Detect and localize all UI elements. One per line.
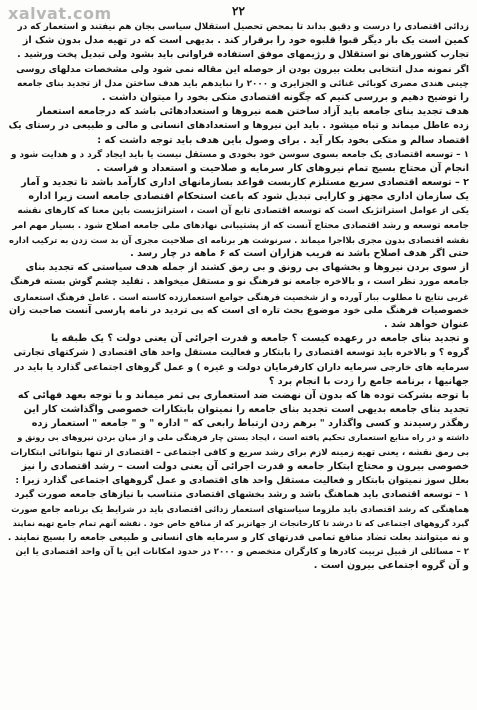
text-line: اقتصاد سالم و متکی بخود بکار آید . برای وصول باین هدف باید توجه داشت که : — [97, 134, 469, 146]
text-line: ۲ – توسعه اقتصادی سریع مستلزم کاربست قواعد بسازمانهای اداری کارآمد باشد تا تجدید و آمار — [21, 177, 469, 189]
text-line: یک سازمان اداری مجهز و کارایی تبدیل شود که باعث استحکام اقتصادی جامعه است زیرا اداره — [28, 191, 469, 203]
text-line: حتی اگر هدف اصلاح باشد نه فریب هزاران است که ۶ ماهه در چار رسد . — [130, 248, 469, 259]
text-line: اگر نمونه مدل انتخابی بعلت بیرون بودن از حوصله این مقاله نمی شود ولی مشخصات مدلهای روسی — [16, 63, 469, 75]
text-line: غربی نتایج نا مطلوب ببار آورده و از شخصیت فرهنگی جوامع استعمارزده کاسته است . عامل فرهنگ استعماری — [13, 291, 469, 302]
text-line: خصوصیات فرهنگ ملی خود موضوع بحث تاره ای است که بی تردید در نامه پارسی آنست صاحبت زان — [8, 304, 469, 316]
text-line: و نه میتوانند بعلت تضاد منافع تمامی قدرتهای کار و سرمایه های انسانی و طبیعی جامعه را بسیج نمایند . — [8, 532, 469, 543]
text-line: ۲ – مسائلی از قبیل تربیت کادرها و کارگران متخصص و ۲۰۰۰ در حدود امکانات این یا آن واحد اقتصادی یا این — [15, 546, 469, 557]
text-line: بعلل سوز نمیتوان بابتکار و فعالیت مستقل واحد های اقتصادی و عمل گروههای اجتماعی گذارد زیرا : — [15, 475, 469, 486]
text-line: هماهنگی که رشد اقتصادی باید ملزوما سیاستهای استعمار زدائی اقتصادی باید در شرایط یک برنامه جامع صورت — [11, 504, 469, 515]
text-line: یکی از عوامل استراتژیک است که توسعه اقتصادی تابع آن است ، استراتژیست باین معنا که کارهای نقشه — [17, 206, 469, 217]
text-line: داشته و در راه منابع استعماری تحکیم یافته است ، ایجاد بستن چار فرهنگی ملی و از میان بردن نیروهای بی رونق و — [17, 433, 469, 443]
text-line: جامعه توسعه و رشد اقتصادی محتاج آنست که از پشتیبانی نهادهای ملی جامعه اصلاح شود . بسیار مهم امر — [12, 220, 469, 231]
page-number: ۲۲ — [232, 4, 245, 18]
text-line: و تجدید بنای جامعه در رعهده کیست ؟ جامعه و قدرت اجرائی آن یعنی دولت ؟ یک طبقه یا — [51, 333, 469, 345]
text-line: گیرد گروههای اجتماعی که تا درشد تا کارخانجات از جهانزیر که از منافع خاص خود . نقشه آنهم تمام جامع تهیه نمایند — [12, 518, 469, 528]
text-line: تجارب کشورهای نو استقلال و رژیمهای موفق استفاده فراوانی باید بشود ولی تبدیل پخت ورشید . — [17, 49, 469, 61]
text-line: ۱ – توسعه اقتصادی باید هماهنگ باشد و رشد بخشهای اقتصادی متناسب با نیازهای جامعه صورت گیرد — [14, 489, 469, 501]
text-line: کمین است یک بار دیگر قبوا قلبوه خود را برقرار کند . بدیهی است که در تهیه مدل بدون شک از — [22, 35, 469, 47]
text-line: جهانیها ، برنامه جامع را زدت با انجام برد ؟ — [268, 375, 469, 387]
site-watermark: xalvat.com — [8, 4, 112, 23]
text-line: زدائی اقتصادی را درست و دقیق بداند تا بمحض تحصیل استقلال سیاسی بجان هم نیفتند و استعمار که در — [17, 22, 469, 32]
text-line: گروه ؟ و بالاخره باید توسعه اقتصادی را بابتکار و فعالیت مستقل واحد های اقتصادی ( شرکتهای تجارتی — [13, 348, 469, 359]
text-line: زده عاطل میماند و تباه میشود . باید این نیروها و استعدادهای انسانی و مالی و طبیعی در رستای یک — [8, 120, 469, 132]
text-line: چینی هندی مصری کوبائی غنائی و الجزایری و ۲۰۰۰ را نبایدهم باید هدف ساختن مدل از تجدید بنای جامعه — [17, 78, 469, 89]
text-line: ۱ – توسعه اقتصادی یک جامعه بسوی سوسن خود بخودی و مستقل نیست یا باید ایجاد گرد د و هدایت شود و — [10, 149, 469, 160]
text-line: از سوی بردن نیروها و بخشهای بی رونق و بی رمق کشند از جمله هدف سیاستی که تجدید بنای — [25, 262, 469, 274]
text-line: سرمایه های خارجی سرمایه داران کارفرمایان دولت و غیره ) و عمل گروهای اجتماعی گذارد یا باید در — [14, 361, 469, 373]
text-line: عنوان خواهد شد . — [383, 318, 469, 330]
text-line: تجدید بنای جامعه بدیهی است تجدید بنای جامعه را نمیتوان بابتکارات خصوصی واگذاشت کار این — [23, 404, 469, 416]
text-line: هدف تجدید بنای جامعه باید آزاد ساختن همه نیروها و استعدادهائی باشد که درجامعه استعمار — [36, 106, 469, 118]
body-text — [8, 20, 469, 573]
text-line: نقشه اقتصادی بدون مجری بلااجرا میماند . سرنوشت هر برنامه ای صلاحیت مجری آن بد ست زدن به ترکیب اداره — [9, 234, 469, 245]
text-line: خصوصی بیرون و محتاج ابتکار جامعه و قدرت اجرائی آن یعنی دولت است – رشد اقتصادی را نیز — [21, 460, 469, 472]
text-line: را توضیح دهیم و بررسی کنیم که چگونه اقتصادی متکی بخود را میتوان داشت . — [101, 91, 469, 103]
text-line: انجام آن محتاج بسیج تمام نیروهای کار سرمایه و صلاحیت و استعداد و فراست . — [96, 162, 469, 174]
text-line: جامعه مورد نظر است ، و بالاخره جامعه نو فرهنگ نو و مستقل میخواهد . تقلید چشم گوش بسته فرهنگ — [10, 277, 469, 288]
text-line: و آن گروه اجتماعی بیرون است . — [313, 560, 469, 572]
text-line: با توجه بشرکت توده ها که بدون آن نهضت ضد استعماری بی ثمر میماند و با توجه بعهد فهائی که — [17, 389, 469, 401]
text-line: بی رمق نقشه ، یعنی تهیه زمینه لازم برای رشد سریع و کافی اجتماعی – اقتصادی از تنها بتوانائی ابتکارات — [10, 447, 469, 458]
text-line: رهگذر رسیدند و کسی واگذارد " برهم زدن ارتباط رابعی که " اداره " و " جامعه " استعمار زده — [31, 418, 469, 430]
